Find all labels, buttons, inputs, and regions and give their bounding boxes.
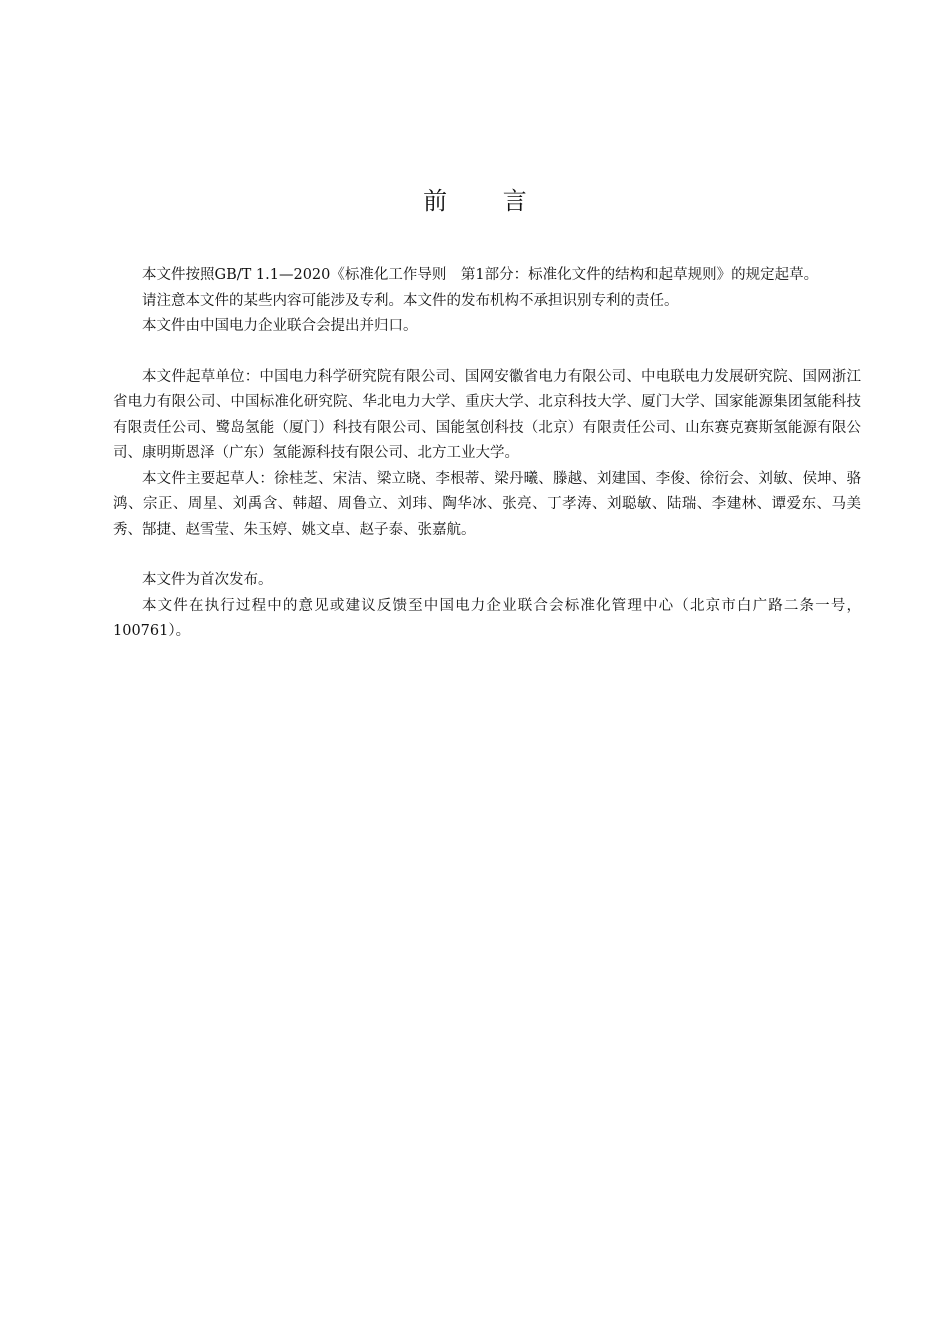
paragraph-proposer: 本文件由中国电力企业联合会提出并归口。 xyxy=(142,318,418,334)
paragraph-spacer xyxy=(113,543,861,568)
paragraph-first-release: 本文件为首次发布。 xyxy=(142,572,273,588)
paragraph-drafting-standard: 本文件按照GB/T 1.1—2020《标准化工作导则 第1部分：标准化文件的结构和起草规则》的规定起草。 xyxy=(142,267,819,283)
paragraph-patent-notice: 请注意本文件的某些内容可能涉及专利。本文件的发布机构不承担识别专利的责任。 xyxy=(142,292,679,309)
paragraph-feedback: 本文件在执行过程中的意见或建议反馈至中国电力企业联合会标准化管理中心（北京市白广路二条一号，100761）。 xyxy=(113,597,861,639)
paragraph-drafting-units: 本文件起草单位：中国电力科学研究院有限公司、国网安徽省电力有限公司、中电联电力发展研究院、国网浙江省电力有限公司、中国标准化研究院、华北电力大学、重庆大学、北京科技大学、厦门大学、国家能源集团氢能科技有限责任公司、鹭岛氢能（厦门）科技有限公司、国能氢创科技（北京）有限责任公司、山东赛克赛斯氢能源有限公司、康明斯恩泽（广东）氢能源科技有限公司、北方工业大学。 xyxy=(113,368,861,461)
page-title: 前 言 xyxy=(423,187,551,215)
foreword-body xyxy=(113,263,861,645)
paragraph-spacer xyxy=(113,340,861,365)
paragraph-drafters: 本文件主要起草人：徐桂芝、宋洁、梁立晓、李根蒂、梁丹曦、滕越、刘建国、李俊、徐衍会、刘敏、侯坤、骆鸿、宗正、周星、刘禹含、韩超、周鲁立、刘玮、陶华冰、张亮、丁孝涛、刘聪敏、陆瑞、李建林、谭爱东、马美秀、郜捷、赵雪莹、朱玉婷、姚文卓、赵子泰、张嘉航。 xyxy=(113,470,861,538)
